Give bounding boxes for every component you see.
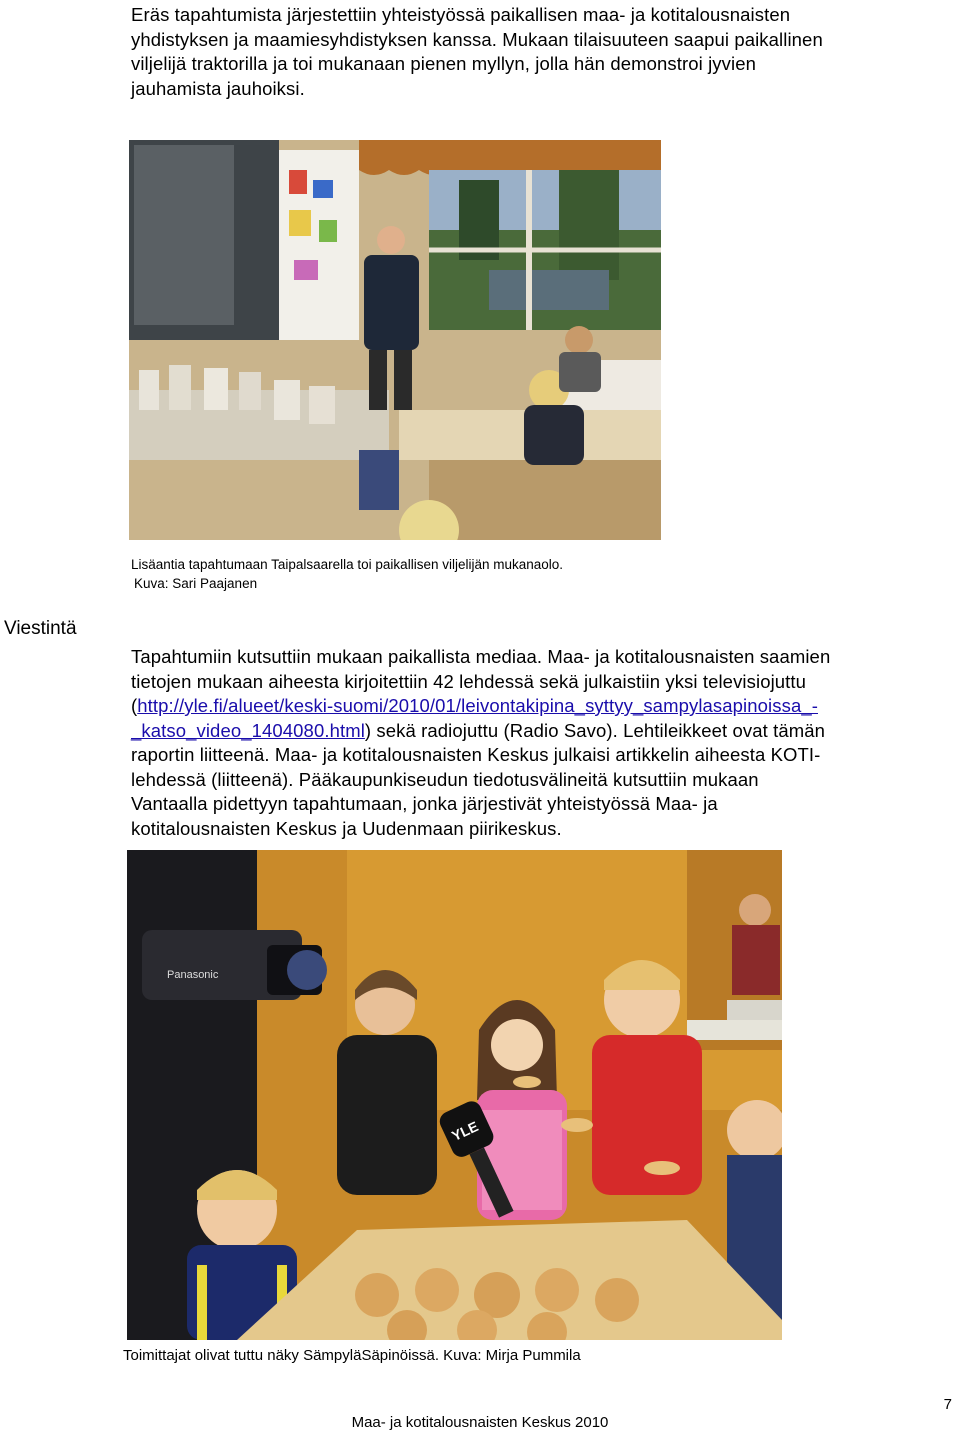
intro-line: yhdistyksen ja maamiesyhdistyksen kanssa. Mukaan tilaisuuteen saapui paikallinen <box>131 28 823 50</box>
mic-label: YLE <box>449 1118 481 1145</box>
intro-paragraph <box>131 3 823 101</box>
camera-brand: Panasonic <box>167 969 219 981</box>
intro-line: viljelijä traktorilla ja toi mukanaan pienen myllyn, jolla hän demonstroi jyvien <box>131 53 756 74</box>
paren-open: ( <box>131 695 138 716</box>
communication-line: tietojen mukaan aiheesta kirjoitettiin 42 lehdessä sekä julkaistiin yksi televisiojuttu <box>131 670 807 692</box>
page-number: 7 <box>943 1396 952 1413</box>
communication-line: kotitalousnaisten Keskus ja Uudenmaan piirikeskus. <box>131 817 562 839</box>
kitchen-photo <box>127 850 782 1340</box>
section-heading: Viestintä <box>4 618 77 639</box>
yle-video-link[interactable]: http://yle.fi/alueet/keski-suomi/2010/01/leivontakipina_syttyy_sampylasapinoissa_- <box>137 695 818 716</box>
communication-line <box>131 694 830 719</box>
communication-line: raportin liitteenä. Maa- ja kotitalousnaisten Keskus julkaisi artikkelin aiheesta KOTI- <box>131 744 821 765</box>
intro-line: Eräs tapahtumista järjestettiin yhteistyössä paikallisen maa- ja kotitalousnaisten <box>131 4 791 25</box>
intro-line: jauhamista jauhoiksi. <box>131 77 305 99</box>
communication-line: Vantaalla pidettyyn tapahtumaan, jonka järjestivät yhteistyössä Maa- ja <box>131 793 718 814</box>
communication-line: lehdessä (liitteenä). Pääkaupunkiseudun tiedotusvälineitä kutsuttiin mukaan <box>131 768 759 790</box>
classroom-photo <box>129 140 661 540</box>
communication-paragraph <box>131 645 830 841</box>
page-footer: Maa- ja kotitalousnaisten Keskus 2010 <box>351 1414 609 1431</box>
photo1-caption <box>131 555 563 593</box>
communication-line: Tapahtumiin kutsuttiin mukaan paikallista mediaa. Maa- ja kotitalousnaisten saamien <box>131 646 831 667</box>
photo1-caption-credit: Kuva: Sari Paajanen <box>134 576 258 591</box>
photo1-caption-line1: Lisäantia tapahtumaan Taipalsaarella toi paikallisen viljelijän mukanaolo. <box>131 557 564 572</box>
link-trailing-text: ) sekä radiojuttu (Radio Savo). Lehtileikkeet ovat tämän <box>364 719 826 741</box>
communication-line <box>131 719 830 744</box>
photo2-caption: Toimittajat olivat tuttu näky SämpyläSäpinöissä. Kuva: Mirja Pummila <box>123 1347 581 1364</box>
yle-video-link-continued[interactable]: _katso_video_1404080.html <box>131 719 365 741</box>
